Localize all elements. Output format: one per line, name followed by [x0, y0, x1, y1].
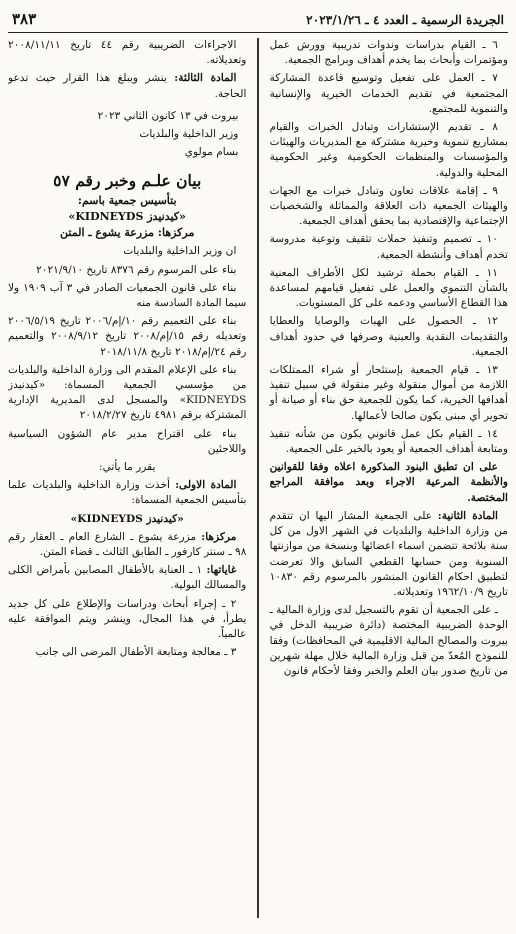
hq-detail — [8, 530, 246, 560]
legal-compliance-clause: على ان تطبق البنود المذكورة اعلاه وفقا للقوانين والأنظمة المرعية الاجراء وبعد موافقة المراجع المختصة. — [269, 461, 508, 504]
article-one — [8, 478, 246, 508]
goal-item: ١٢ ـ الحصول على الهبات والوصايا والعطايا والتقديمات النقدية والعينية وصرفها في حدود أهداف الجمعية. — [269, 315, 508, 358]
right-column — [264, 38, 508, 918]
goal-item: ٧ ـ العمل على تفعيل وتوسيع قاعدة المشاركة المجتمعية في تقديم الخدمات الخيرية والإنسانية والتنموية للمجتمع. — [269, 72, 508, 115]
header-rule — [8, 32, 508, 33]
article-one-name: «كيدنيدز KIDNEYDS» — [70, 512, 184, 525]
hq-text: مزرعة يشوع ـ الشارع العام ـ العقار رقم ٩٨ ـ سنتر كارفور ـ الطابق الثالث ـ قضاء المتن. — [8, 530, 247, 559]
goal-item: ٣ ـ معالجة ومتابعة الأطفال المرضى الى جانب — [35, 646, 237, 659]
goal-item: ١١ ـ القيام بحملة ترشيد لكل الأطراف المعنية بالشأن التنموي والعمل على تفعيل قيامهم لمساعدة هذا القطاع الأساسي ودعمه على كل المستويات. — [269, 266, 508, 310]
goal-item: ٨ ـ تقديم الإستشارات وتبادل الخبرات والقيام بمشاريع تنموية وخيرية مشتركة مع المديريات والهيئات والمؤسسات والمنظمات الحكومية وغير الحكومية المحلية والدولية. — [269, 121, 508, 179]
signature-place-date: بيروت في ١٣ كانون الثاني ٢٠٢٣ — [97, 109, 239, 122]
preamble-line: بناء على التعميم رقم ١٠/إم/٢٠٠٦ تاريخ ٢٠٠٦/٥/١٩ وتعديله رقم ١٥/إم/٢٠٠٨ تاريخ ٢٠٠٨/٩/١٢ والتعميم رقم ٢٤/إم/٢٠١٨ تاريخ ٢٠١٨/١١/٨ — [8, 315, 247, 358]
goal-item: ٩ ـ إقامة علاقات تعاون وتبادل خبرات مع الجهات والهيئات الجمعية ذات العلاقة والمماثلة والشخصيات الإجتماعية والإقتصادية بما يحقق أهداف الجمعية. — [269, 184, 508, 228]
page-number: ٣٨٣ — [12, 10, 37, 28]
goal-item: ٦ ـ القيام بدراسات وندوات تدريبية وورش عمل ومؤتمرات وأبحاث بما يخدم أهداف وبرامج الجمعية. — [269, 39, 508, 67]
hq-label: مركزها: — [201, 530, 237, 543]
statement-subtitle: بتأسيس جمعية باسم: — [77, 194, 177, 208]
statement-title: بيان علـم وخبر رقم ٥٧ — [53, 171, 202, 191]
article-three — [8, 71, 246, 101]
goal-item: ١٠ ـ تصميم وتنفيذ حملات تثقيف وتوعية مدروسة تخدم أهداف وأنشطة الجمعية. — [269, 233, 508, 261]
page-header — [8, 10, 508, 28]
two-column-body — [8, 38, 508, 918]
continued-text: الاجراءات الضريبية رقم ٤٤ تاريخ ٢٠٠٨/١١/١١ وتعديلاته. — [8, 39, 247, 67]
column-divider — [257, 38, 258, 918]
article-three-text: ينشر ويبلغ هذا القرار حيث تدعو الحاجة. — [8, 72, 247, 100]
article-one-text: أخذت وزارة الداخلية والبلديات علما بتأسيس الجمعية المسماة: — [8, 479, 247, 507]
left-column — [8, 38, 252, 918]
signature-name: بسام مولوي — [184, 146, 239, 159]
goal-item: ١٤ ـ القيام بكل عمل قانوني يكون من شأنه تنفيذ ومتابعة أهداف الجمعية أو يعود بالخير على الجمعية. — [269, 427, 508, 456]
decides-line: يقرر ما يأتي: — [99, 461, 156, 474]
article-three-label: المادة الثالثة: — [174, 72, 237, 85]
preamble-line: بناء على قانون الجمعيات الصادر في ٣ آب ١٩٠٩ ولا سيما المادة السادسة منه — [8, 281, 247, 310]
article-one-label: المادة الاولى: — [175, 479, 237, 492]
goal-item: ١٣ ـ قيام الجمعية بإستئجار أو شراء الممتلكات اللازمة من أموال منقولة وغير منقولة في سبيل تنفيذ أهدافها الخيرية، كما يكون للجمعية حق بناء أو صيانة أو تحوير أي مبنى يكون صالحا لأعمالها. — [269, 364, 508, 422]
goal-item: ٢ ـ إجراء أبحاث ودراسات والإطلاع على كل جديد يطرأ، في هذا المجال، وينشر ويتم الموافقة عليه عالمياً. — [8, 597, 247, 641]
goals-first: ١ ـ العناية بالأطفال المصابين بأمراض الكلى والمسالك البولية. — [8, 564, 247, 592]
article-two-label: المادة الثانية: — [437, 509, 498, 522]
goals-label: غاياتها: — [206, 564, 237, 577]
article-two — [270, 509, 508, 600]
association-name: «كيدنيدز KIDNEYDS» — [68, 210, 186, 224]
preamble-line: بناء على الإعلام المقدم الى وزارة الداخلية والبلديات من مؤسسي الجمعية المسماة: «كيدنيدز KIDNEYDS» والمسجل لدى المديرية الإدارية المشتركة برقم ٤٩٨١ تاريخ ٢٠١٨/٢/٢٧ — [8, 363, 247, 422]
signature-title: وزير الداخلية والبلديات — [139, 128, 239, 141]
preamble-line: بناء على اقتراح مدير عام الشؤون السياسية واللاجئين — [8, 427, 247, 455]
article-two-text: على الجمعية المشار اليها ان تتقدم من وزارة الداخلية والبلديات في الشهر الاول من كل سنة بلائحة تتضمن اسماء اعضائها وبنسخة من موازنتها السنوية ومن حسابها القطعي السابق والا تعرضت لتطبيق احكام القانون المنشور بالمرسوم رقم ١٠٨٣٠ تاريخ ١٩٦٢/١٠/٩ وتعديلاته. — [269, 509, 508, 598]
goals — [8, 563, 246, 593]
journal-issue: الجريدة الرسمية ـ العدد ٤ ـ ٢٠٢٣/١/٢٦ — [306, 13, 504, 27]
preamble-line: بناء على المرسوم رقم ٨٣٧٦ تاريخ ٢٠٢١/٩/١٠ — [36, 263, 237, 276]
preamble-line: ان وزير الداخلية والبلديات — [123, 245, 237, 258]
association-hq: مركزها: مزرعة يشوع ـ المتن — [60, 226, 195, 240]
tax-registration-clause: ـ على الجمعية أن تقوم بالتسجيل لدى وزارة المالية ـ الوحدة الضريبية المختصة (دائرة ضريبية الدخل في بيروت والمصالح المالية الاقليمية في المحافظات) وفقا للنموذج المُعدّ من قبل وزارة المالية خلال مهلة شهرين من تاريخ صدور بيان العلم والخبر وفقا لأحكام قانون — [269, 604, 508, 677]
